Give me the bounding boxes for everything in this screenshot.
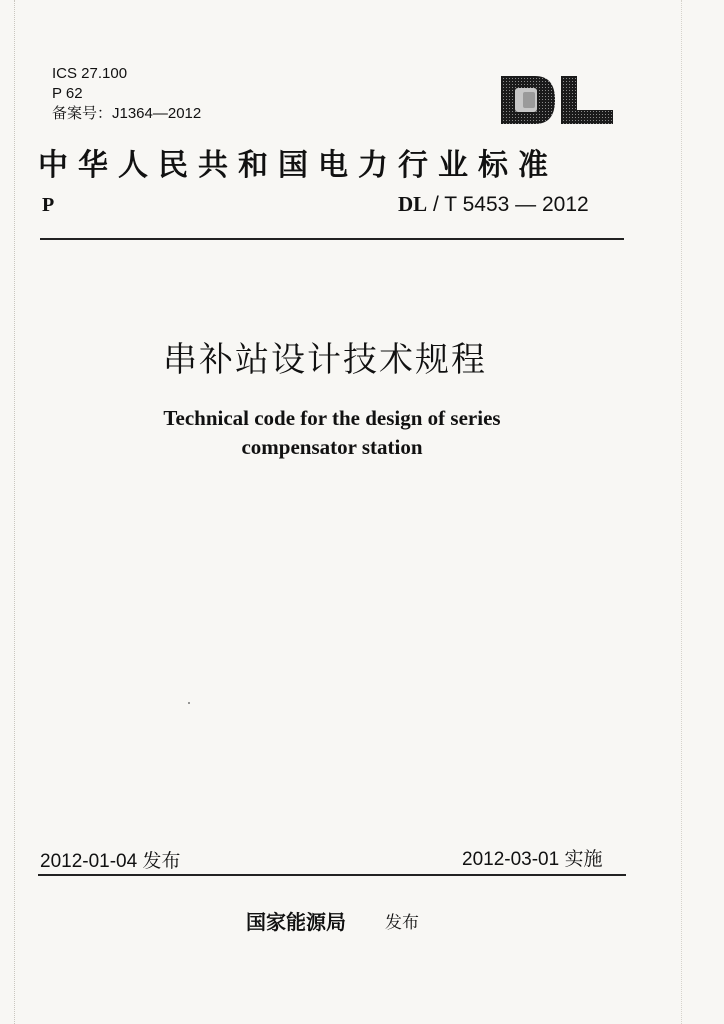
- standard-type-title: 中华人民共和国电力行业标准: [38, 148, 558, 183]
- issue-date: 2012-01-04 发布: [40, 851, 181, 872]
- title-chinese: 串补站设计技术规程: [163, 340, 487, 380]
- standard-code-number: / T 5453 — 2012: [427, 193, 589, 216]
- record-number: 备案号：J1364—2012: [52, 105, 202, 122]
- dl-logo: [499, 74, 615, 126]
- scan-speck: [188, 702, 190, 704]
- standard-code: [398, 192, 589, 217]
- top-rule: [40, 238, 624, 240]
- publisher-name: 国家能源局: [246, 910, 346, 934]
- bottom-rule: [38, 874, 626, 876]
- publisher-tag: 发布: [385, 913, 419, 933]
- scan-edge-right: [681, 0, 683, 1024]
- title-english-line1: Technical code for the design of series: [163, 406, 501, 430]
- title-english-line2: compensator station: [241, 435, 423, 459]
- standard-category: P: [42, 194, 55, 216]
- standard-code-prefix: DL: [398, 192, 428, 216]
- title-english: [0, 404, 664, 462]
- category-code: P 62: [52, 85, 83, 102]
- implementation-date: 2012-03-01 实施: [462, 849, 603, 870]
- scan-edge-left: [14, 0, 16, 1024]
- ics-code: ICS 27.100: [52, 65, 128, 82]
